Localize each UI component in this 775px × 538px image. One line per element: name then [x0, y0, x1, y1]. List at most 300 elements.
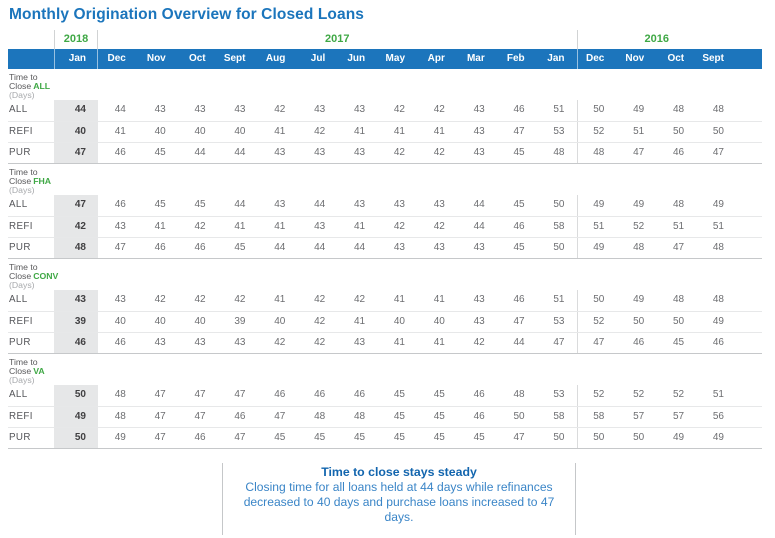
value-cell: 43 — [114, 294, 126, 305]
value-cell: 43 — [354, 199, 366, 210]
row-label: ALL — [9, 294, 28, 305]
row-label: REFI — [9, 126, 33, 137]
value-cell: 48 — [54, 238, 98, 258]
value-cell: 42 — [234, 294, 246, 305]
value-cell: 43 — [433, 242, 445, 253]
value-cell: 45 — [673, 337, 685, 348]
table-row-all — [8, 385, 762, 406]
value-cell: 43 — [354, 147, 366, 158]
row-trailing-spacer — [736, 143, 762, 163]
value-cell: 46 — [114, 199, 126, 210]
value-cell: 43 — [274, 147, 286, 158]
value-cell: 43 — [114, 221, 126, 232]
value-cell: 51 — [712, 389, 724, 400]
value-cell: 43 — [154, 104, 166, 115]
value-cell: 42 — [274, 337, 286, 348]
value-cell: 48 — [712, 104, 724, 115]
value-cell: 43 — [314, 221, 326, 232]
value-cell: 48 — [354, 411, 366, 422]
value-cell: 45 — [393, 411, 405, 422]
value-cell: 58 — [553, 221, 565, 232]
value-cell: 48 — [633, 242, 645, 253]
row-label: REFI — [9, 411, 33, 422]
value-cell: 47 — [54, 143, 98, 163]
value-cell: 45 — [234, 242, 246, 253]
value-cell: 50 — [577, 290, 617, 311]
value-cell: 47 — [234, 389, 246, 400]
row-label: REFI — [9, 316, 33, 327]
month-header: Mar — [466, 53, 485, 64]
value-cell: 52 — [633, 221, 645, 232]
value-cell: 41 — [393, 337, 405, 348]
value-cell: 51 — [577, 217, 617, 237]
month-header: Oct — [188, 53, 206, 64]
month-header: May — [385, 53, 405, 64]
value-cell: 44 — [473, 221, 485, 232]
row-label: PUR — [9, 147, 31, 158]
value-cell: 45 — [154, 147, 166, 158]
section-label-line1: Time to — [9, 72, 38, 82]
value-cell: 52 — [577, 312, 617, 332]
value-cell: 41 — [433, 337, 445, 348]
value-cell: 46 — [114, 337, 126, 348]
value-cell: 46 — [54, 333, 98, 353]
value-cell: 44 — [234, 199, 246, 210]
value-cell: 50 — [577, 100, 617, 121]
table-row-refi — [8, 406, 762, 427]
value-cell: 44 — [354, 242, 366, 253]
value-cell: 57 — [673, 411, 685, 422]
value-cell: 45 — [513, 199, 525, 210]
value-cell: 43 — [473, 104, 485, 115]
row-trailing-spacer — [736, 312, 762, 332]
value-cell: 50 — [673, 316, 685, 327]
value-cell: 41 — [114, 126, 126, 137]
value-cell: 41 — [354, 316, 366, 327]
value-cell: 48 — [513, 389, 525, 400]
row-trailing-spacer — [736, 100, 762, 121]
value-cell: 42 — [393, 104, 405, 115]
value-cell: 43 — [274, 199, 286, 210]
month-header: Jan — [54, 49, 98, 69]
month-header: Jan — [547, 53, 565, 64]
value-cell: 46 — [154, 242, 166, 253]
value-cell: 48 — [314, 411, 326, 422]
value-cell: 43 — [473, 147, 485, 158]
value-cell: 45 — [513, 147, 525, 158]
month-header: Jun — [347, 53, 366, 64]
row-trailing-spacer — [736, 385, 762, 406]
month-header-row — [8, 49, 762, 69]
table-row-pur — [8, 142, 762, 163]
value-cell: 40 — [194, 316, 206, 327]
month-row-trailing-spacer — [736, 49, 762, 69]
row-label: ALL — [9, 104, 28, 115]
value-cell: 41 — [274, 126, 286, 137]
value-cell: 49 — [114, 432, 126, 443]
section-label-line2 — [9, 82, 762, 91]
section-close-word: Close — [9, 81, 32, 91]
section-label-line1: Time to — [9, 357, 38, 367]
value-cell: 51 — [553, 104, 565, 115]
value-cell: 47 — [513, 316, 525, 327]
row-trailing-spacer — [736, 122, 762, 142]
section-code: FHA — [33, 176, 52, 186]
section-units: (Days) — [9, 90, 35, 100]
value-cell: 50 — [673, 126, 685, 137]
value-cell: 47 — [673, 242, 685, 253]
value-cell: 41 — [433, 294, 445, 305]
value-cell: 44 — [473, 199, 485, 210]
table-row-refi — [8, 311, 762, 332]
value-cell: 46 — [633, 337, 645, 348]
value-cell: 41 — [393, 126, 405, 137]
value-cell: 44 — [194, 147, 206, 158]
value-cell: 47 — [712, 147, 724, 158]
value-cell: 43 — [194, 104, 206, 115]
value-cell: 49 — [54, 407, 98, 427]
table-row-refi — [8, 121, 762, 142]
row-label: PUR — [9, 242, 31, 253]
section-units: (Days) — [9, 280, 35, 290]
section-label-line2 — [9, 367, 762, 376]
value-cell: 45 — [274, 432, 286, 443]
value-cell: 43 — [473, 126, 485, 137]
table-sections — [8, 69, 762, 449]
value-cell: 50 — [553, 242, 565, 253]
value-cell: 46 — [513, 294, 525, 305]
value-cell: 48 — [712, 294, 724, 305]
value-cell: 51 — [633, 126, 645, 137]
value-cell: 46 — [274, 389, 286, 400]
row-label: PUR — [9, 432, 31, 443]
value-cell: 42 — [194, 294, 206, 305]
month-header: Apr — [427, 53, 445, 64]
value-cell: 50 — [577, 428, 617, 448]
section-label-line2 — [9, 272, 762, 281]
value-cell: 40 — [274, 316, 286, 327]
value-cell: 45 — [433, 389, 445, 400]
value-cell: 41 — [354, 221, 366, 232]
month-header: Feb — [506, 53, 525, 64]
value-cell: 42 — [314, 126, 326, 137]
month-header: Jul — [310, 53, 326, 64]
value-cell: 40 — [114, 316, 126, 327]
section-close-word: Close — [9, 366, 32, 376]
value-cell: 48 — [673, 104, 685, 115]
value-cell: 50 — [54, 385, 98, 406]
value-cell: 43 — [314, 147, 326, 158]
value-cell: 50 — [633, 432, 645, 443]
value-cell: 53 — [553, 126, 565, 137]
section-all — [8, 69, 762, 164]
value-cell: 40 — [433, 316, 445, 327]
value-cell: 44 — [513, 337, 525, 348]
value-cell: 49 — [712, 199, 724, 210]
value-cell: 40 — [194, 126, 206, 137]
value-cell: 43 — [234, 104, 246, 115]
value-cell: 42 — [433, 104, 445, 115]
value-cell: 52 — [577, 122, 617, 142]
section-code: ALL — [33, 81, 51, 91]
month-header: Dec — [577, 49, 617, 69]
value-cell: 44 — [54, 100, 98, 121]
value-cell: 43 — [154, 337, 166, 348]
value-cell: 46 — [314, 389, 326, 400]
value-cell: 52 — [633, 389, 645, 400]
value-cell: 46 — [114, 147, 126, 158]
callout-body: Closing time for all loans held at 44 days while refinances decreased to 40 days and purchase loans increased to 47 days. — [243, 480, 555, 524]
row-label: PUR — [9, 337, 31, 348]
value-cell: 43 — [393, 199, 405, 210]
value-cell: 47 — [54, 195, 98, 216]
value-cell: 46 — [513, 221, 525, 232]
value-cell: 50 — [513, 411, 525, 422]
value-cell: 46 — [354, 389, 366, 400]
value-cell: 40 — [54, 122, 98, 142]
value-cell: 47 — [577, 333, 617, 353]
table-row-pur — [8, 332, 762, 353]
year-label: 2018 — [54, 30, 98, 49]
value-cell: 49 — [633, 199, 645, 210]
value-cell: 43 — [234, 337, 246, 348]
section-fha — [8, 164, 762, 259]
table-row-pur — [8, 427, 762, 448]
value-cell: 40 — [154, 316, 166, 327]
row-label: ALL — [9, 199, 28, 210]
value-cell: 42 — [314, 316, 326, 327]
value-cell: 42 — [433, 221, 445, 232]
section-label — [8, 164, 762, 195]
value-cell: 46 — [473, 411, 485, 422]
value-cell: 42 — [314, 294, 326, 305]
value-cell: 43 — [354, 337, 366, 348]
value-cell: 45 — [433, 432, 445, 443]
value-cell: 45 — [194, 199, 206, 210]
value-cell: 41 — [154, 221, 166, 232]
value-cell: 45 — [314, 432, 326, 443]
value-cell: 51 — [712, 221, 724, 232]
value-cell: 50 — [553, 199, 565, 210]
value-cell: 49 — [577, 195, 617, 216]
value-cell: 47 — [154, 432, 166, 443]
row-trailing-spacer — [736, 428, 762, 448]
value-cell: 48 — [114, 411, 126, 422]
row-trailing-spacer — [736, 290, 762, 311]
value-cell: 46 — [673, 147, 685, 158]
value-cell: 42 — [154, 294, 166, 305]
row-trailing-spacer — [736, 217, 762, 237]
month-header: Aug — [265, 53, 286, 64]
value-cell: 41 — [234, 221, 246, 232]
value-cell: 46 — [513, 104, 525, 115]
value-cell: 43 — [54, 290, 98, 311]
value-cell: 45 — [354, 432, 366, 443]
month-header: Dec — [107, 53, 126, 64]
value-cell: 39 — [234, 316, 246, 327]
section-label-line1: Time to — [9, 262, 38, 272]
value-cell: 41 — [274, 221, 286, 232]
month-header: Nov — [625, 53, 645, 64]
value-cell: 49 — [633, 104, 645, 115]
month-header: Sept — [702, 53, 724, 64]
value-cell: 42 — [354, 294, 366, 305]
value-cell: 51 — [553, 294, 565, 305]
value-cell: 45 — [433, 411, 445, 422]
row-trailing-spacer — [736, 333, 762, 353]
value-cell: 41 — [393, 294, 405, 305]
page-title: Monthly Origination Overview for Closed Loans — [9, 6, 365, 23]
table-row-all — [8, 100, 762, 121]
section-code: CONV — [33, 271, 59, 281]
value-cell: 42 — [54, 217, 98, 237]
value-cell: 44 — [274, 242, 286, 253]
value-cell: 50 — [712, 126, 724, 137]
value-cell: 42 — [393, 147, 405, 158]
value-cell: 44 — [314, 242, 326, 253]
value-cell: 42 — [274, 104, 286, 115]
value-cell: 48 — [712, 242, 724, 253]
value-cell: 47 — [553, 337, 565, 348]
value-cell: 52 — [673, 389, 685, 400]
value-cell: 47 — [234, 432, 246, 443]
value-cell: 46 — [234, 411, 246, 422]
value-cell: 45 — [393, 432, 405, 443]
value-cell: 43 — [433, 199, 445, 210]
value-cell: 47 — [513, 432, 525, 443]
value-cell: 46 — [712, 337, 724, 348]
report-page — [0, 6, 775, 538]
row-label: REFI — [9, 221, 33, 232]
row-trailing-spacer — [736, 407, 762, 427]
value-cell: 44 — [114, 104, 126, 115]
section-close-word: Close — [9, 271, 32, 281]
month-header: Sept — [223, 53, 246, 64]
value-cell: 43 — [473, 316, 485, 327]
value-cell: 47 — [633, 147, 645, 158]
section-units: (Days) — [9, 185, 35, 195]
value-cell: 45 — [154, 199, 166, 210]
section-code: VA — [33, 366, 45, 376]
month-header: Oct — [667, 53, 685, 64]
value-cell: 42 — [393, 221, 405, 232]
value-cell: 42 — [194, 221, 206, 232]
value-cell: 42 — [433, 147, 445, 158]
value-cell: 45 — [393, 389, 405, 400]
section-label — [8, 354, 762, 385]
value-cell: 43 — [473, 242, 485, 253]
value-cell: 56 — [712, 411, 724, 422]
summary-callout — [222, 463, 576, 535]
value-cell: 43 — [393, 242, 405, 253]
value-cell: 49 — [673, 432, 685, 443]
value-cell: 49 — [633, 294, 645, 305]
value-cell: 41 — [354, 126, 366, 137]
section-label-line2 — [9, 177, 762, 186]
value-cell: 47 — [194, 389, 206, 400]
value-cell: 47 — [154, 411, 166, 422]
year-row-trailing-spacer — [736, 30, 762, 49]
year-header-row — [8, 30, 762, 49]
section-conv — [8, 259, 762, 354]
value-cell: 39 — [54, 312, 98, 332]
value-cell: 40 — [154, 126, 166, 137]
table-row-all — [8, 195, 762, 216]
value-cell: 47 — [274, 411, 286, 422]
value-cell: 43 — [473, 294, 485, 305]
value-cell: 48 — [577, 143, 617, 163]
value-cell: 42 — [473, 337, 485, 348]
value-cell: 48 — [673, 199, 685, 210]
value-cell: 48 — [553, 147, 565, 158]
value-cell: 53 — [553, 316, 565, 327]
value-cell: 46 — [473, 389, 485, 400]
section-va — [8, 354, 762, 449]
value-cell: 50 — [54, 428, 98, 448]
value-cell: 40 — [234, 126, 246, 137]
value-cell: 43 — [194, 337, 206, 348]
callout-title: Time to close stays steady — [321, 465, 477, 479]
value-cell: 58 — [577, 407, 617, 427]
value-cell: 48 — [114, 389, 126, 400]
value-cell: 52 — [577, 385, 617, 406]
value-cell: 44 — [314, 199, 326, 210]
value-cell: 49 — [712, 316, 724, 327]
value-cell: 50 — [553, 432, 565, 443]
value-cell: 40 — [393, 316, 405, 327]
value-cell: 51 — [673, 221, 685, 232]
year-row-spacer — [8, 30, 54, 49]
value-cell: 47 — [114, 242, 126, 253]
section-units: (Days) — [9, 375, 35, 385]
value-cell: 47 — [194, 411, 206, 422]
value-cell: 57 — [633, 411, 645, 422]
section-close-word: Close — [9, 176, 32, 186]
value-cell: 49 — [577, 238, 617, 258]
value-cell: 45 — [513, 242, 525, 253]
month-header: Nov — [146, 53, 166, 64]
value-cell: 46 — [194, 432, 206, 443]
value-cell: 47 — [154, 389, 166, 400]
value-cell: 46 — [194, 242, 206, 253]
year-label: 2016 — [577, 30, 737, 49]
value-cell: 43 — [314, 104, 326, 115]
value-cell: 45 — [473, 432, 485, 443]
section-label — [8, 259, 762, 290]
origination-table — [8, 30, 762, 449]
value-cell: 53 — [553, 389, 565, 400]
year-label: 2017 — [325, 33, 350, 45]
value-cell: 49 — [712, 432, 724, 443]
value-cell: 50 — [633, 316, 645, 327]
table-row-all — [8, 290, 762, 311]
value-cell: 41 — [274, 294, 286, 305]
section-label-line1: Time to — [9, 167, 38, 177]
value-cell: 47 — [513, 126, 525, 137]
value-cell: 43 — [354, 104, 366, 115]
table-row-pur — [8, 237, 762, 258]
row-trailing-spacer — [736, 238, 762, 258]
month-row-spacer — [8, 49, 54, 69]
value-cell: 41 — [433, 126, 445, 137]
value-cell: 44 — [234, 147, 246, 158]
section-label — [8, 69, 762, 100]
value-cell: 42 — [314, 337, 326, 348]
value-cell: 48 — [673, 294, 685, 305]
row-label: ALL — [9, 389, 28, 400]
row-trailing-spacer — [736, 195, 762, 216]
value-cell: 58 — [553, 411, 565, 422]
